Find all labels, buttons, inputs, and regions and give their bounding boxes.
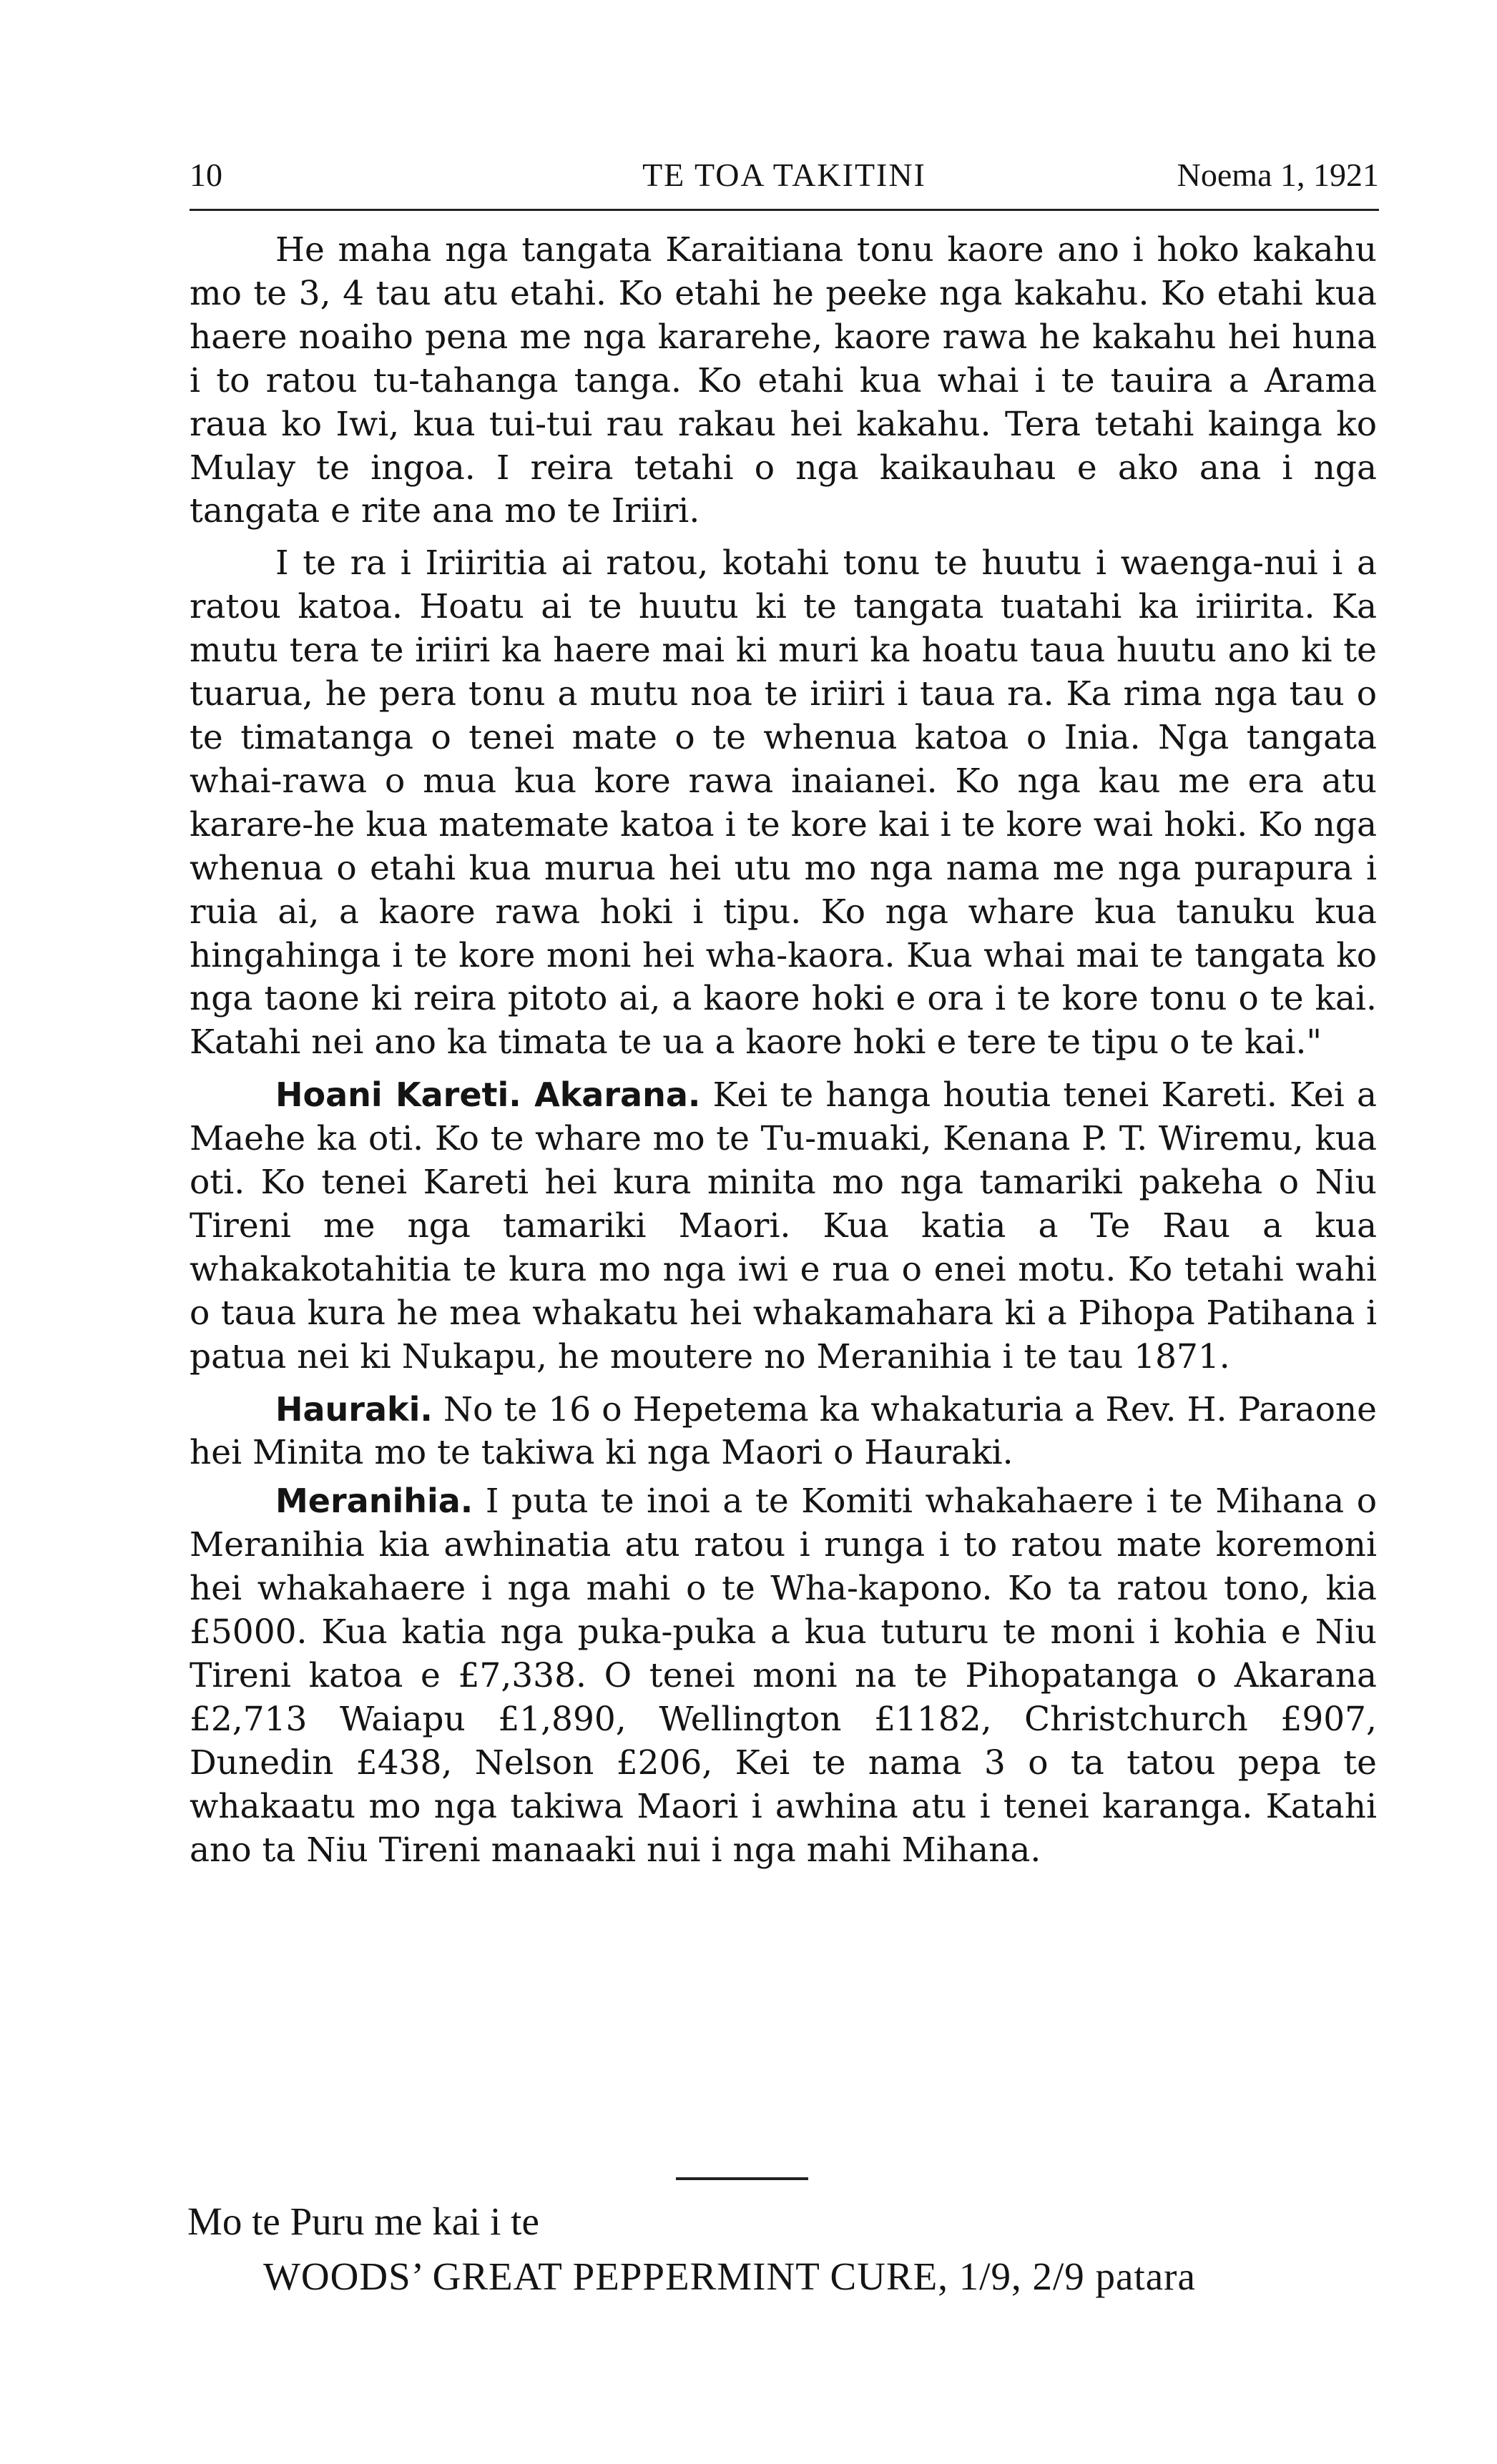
advert-line-1: Mo te Puru me kai i te [187, 2199, 539, 2243]
paragraph-hauraki [190, 1388, 1377, 1476]
college-heading: Hoani Kareti. Akarana. [275, 1075, 701, 1115]
paragraph-college [190, 1073, 1377, 1379]
issue-date: Noema 1, 1921 [1177, 157, 1379, 193]
journal-title: TE TOA TAKITINI [642, 157, 926, 193]
melanesia-text: I puta te inoi a te Komiti whakahaere i te Mihana o Meranihia kia awhinatia atu ratou i runga i to ratou mate koremoni hei whakahaere i nga mahi o te Wha-kapono. Ko ta ratou tono, kia £5000. Kua katia nga puka-puka a kua tuturu te moni i kohia e Niu Tireni katoa e £7,338. O tenei moni na te Pihopatanga o Akarana £2,713 Waiapu £1,890, Wellington £1182, Christchurch £907, Dunedin £438, Nelson £206, Kei te nama 3 o ta tatou pepa te whakaatu mo nga takiwa Maori i awhina atu i tenei karanga. Katahi ano ta Niu Tireni manaaki nui i nga mahi Mihana. [190, 1482, 1377, 1870]
hauraki-heading: Hauraki. [275, 1389, 433, 1429]
paragraph-baptism: I te ra i Iriiritia ai ratou, kotahi tonu te huutu i waenga-nui i a ratou katoa. Hoatu ai te huutu ki te tangata tuatahi ka iriirita. Ka mutu tera te iriiri ka haere mai ki muri ka hoatu taua huutu ano ki te tuarua, he pera tonu a mutu noa te iriiri i taua ra. Ka rima nga tau o te timatanga o tenei mate o te whenua katoa o Inia. Nga tangata whai-rawa o mua kua kore rawa inaianei. Ko nga kau me era atu karare-he kua matemate katoa i te kore kai i te kore wai hoki. Ko nga whenua o etahi kua murua hei utu mo nga nama me nga purapura i ruia ai, a kaore rawa hoki i tipu. Ko nga whare kua tanuku kua hingahinga i te kore moni hei wha-kaora. Kua whai mai te tangata ko nga taone ki reira pitoto ai, a kaore hoki e ora i te kore tonu o te kai. Katahi nei ano ka timata te ua a kaore hoki e tere te tipu o te kai." [190, 543, 1377, 1063]
hauraki-text: No te 16 o Hepetema ka whakaturia a Rev. H. Paraone hei Minita mo te takiwa ki nga Maori o Hauraki. [190, 1389, 1377, 1473]
college-text: Kei te hanga houtia tenei Kareti. Kei a Maehe ka oti. Ko te whare mo te Tu-muaki, Kenana P. T. Wiremu, kua oti. Ko tenei Kareti hei kura minita mo nga tamariki pakeha o Niu Tireni me nga tamariki Maori. Kua katia a Te Rau a kua whakakotahitia te kura mo nga iwi e rua o enei motu. Ko tetahi wahi o taua kura he mea whakatu hei whakamahara ki a Pihopa Patihana i patua nei ki Nukapu, he moutere no Meranihia i te tau 1871. [190, 1075, 1377, 1376]
paragraph-clothing: He maha nga tangata Karaitiana tonu kaore ano i hoko kakahu mo te 3, 4 tau atu etahi. Ko etahi he peeke nga kakahu. Ko etahi kua haere noaiho pena me nga kararehe, kaore rawa he kakahu hei huna i to ratou tu-tahanga tanga. Ko etahi kua whai i te tauira a Arama raua ko Iwi, kua tui-tui rau rakau hei kakahu. Tera tetahi kainga ko Mulay te ingoa. I reira tetahi o nga kaikauhau e ako ana i nga tangata e rite ana mo te Iriiri. [190, 230, 1377, 531]
advert-line-2: WOODS’ GREAT PEPPERMINT CURE, 1/9, 2/9 patara [263, 2254, 1196, 2298]
melanesia-heading: Meranihia. [275, 1482, 473, 1521]
running-header [190, 156, 1379, 199]
section-divider [676, 2177, 808, 2180]
header-rule [190, 209, 1379, 211]
paragraph-melanesia [190, 1479, 1377, 1872]
article-body [190, 229, 1377, 1873]
page-number: 10 [190, 157, 222, 193]
